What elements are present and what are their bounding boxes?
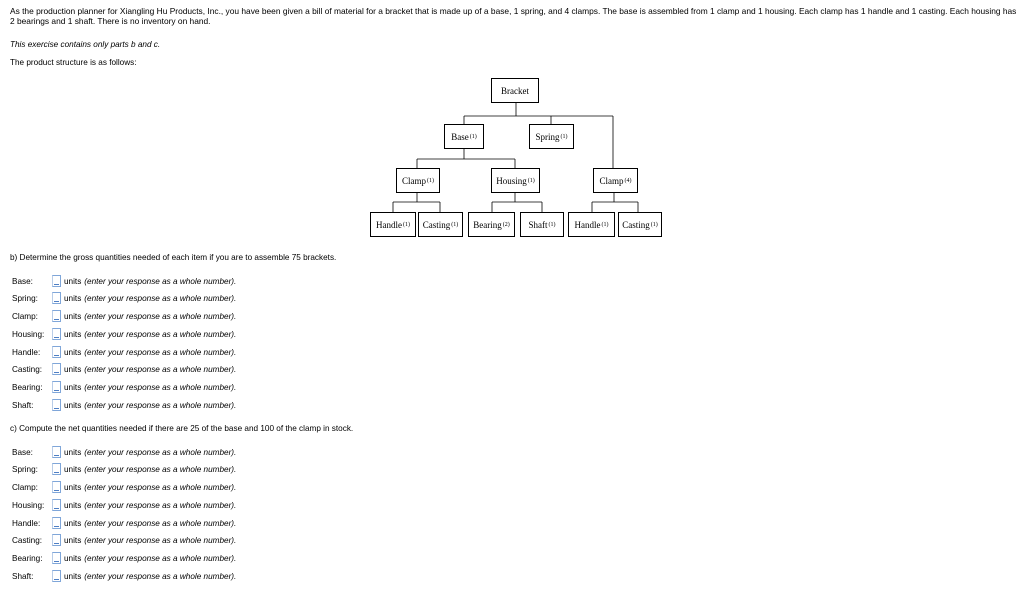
- part-c-units-handle: units: [64, 518, 82, 528]
- part-c-units-housing: units: [64, 500, 82, 510]
- part-b-hint-clamp: (enter your response as a whole number).: [84, 311, 237, 321]
- part-c-hint-handle: (enter your response as a whole number).: [84, 518, 237, 528]
- part-c-input-shaft[interactable]: [52, 570, 61, 582]
- node-shaft: [520, 212, 564, 237]
- part-b-units-handle: units: [64, 347, 82, 357]
- node-spring-label: Spring: [535, 131, 560, 142]
- part-c-hint-spring: (enter your response as a whole number).: [84, 464, 237, 474]
- part-c-hint-shaft: (enter your response as a whole number).: [84, 571, 237, 581]
- part-c-question: c) Compute the net quantities needed if there are 25 of the base and 100 of the clamp in stock.: [10, 424, 354, 433]
- part-c-row-clamp: [12, 480, 236, 494]
- node-handle-a-qty: (1): [403, 221, 410, 228]
- part-b-row-clamp: [12, 309, 236, 323]
- part-b-row-bearing: [12, 380, 236, 394]
- part-b-hint-casting: (enter your response as a whole number).: [84, 364, 237, 374]
- part-b-hint-spring: (enter your response as a whole number).: [84, 293, 237, 303]
- part-c-units-bearing: units: [64, 553, 82, 563]
- part-b-row-handle: [12, 345, 236, 359]
- part-c-row-base: [12, 445, 236, 459]
- part-b-label-casting: Casting:: [12, 364, 43, 374]
- part-c-hint-casting: (enter your response as a whole number).: [84, 535, 237, 545]
- node-casting-a: [418, 212, 463, 237]
- part-c-units-base: units: [64, 447, 82, 457]
- part-b-units-shaft: units: [64, 400, 82, 410]
- part-b-row-casting: [12, 362, 236, 376]
- part-b-label-handle: Handle:: [12, 347, 41, 357]
- node-clamp-right-label: Clamp: [599, 175, 624, 186]
- part-c-label-base: Base:: [12, 447, 33, 457]
- part-c-label-shaft: Shaft:: [12, 571, 34, 581]
- node-clamp-right: [593, 168, 638, 193]
- part-c-label-handle: Handle:: [12, 518, 41, 528]
- part-c-row-spring: [12, 462, 236, 476]
- node-bracket: [491, 78, 539, 103]
- node-bearing-label: Bearing: [473, 219, 502, 230]
- part-b-hint-bearing: (enter your response as a whole number).: [84, 382, 237, 392]
- part-b-units-casting: units: [64, 364, 82, 374]
- part-b-row-housing: [12, 327, 236, 341]
- part-b-question: b) Determine the gross quantities needed of each item if you are to assemble 75 brackets.: [10, 253, 337, 262]
- part-b-hint-housing: (enter your response as a whole number).: [84, 329, 237, 339]
- node-casting-a-qty: (1): [451, 221, 459, 228]
- structure-note: The product structure is as follows:: [10, 58, 137, 67]
- part-b-label-shaft: Shaft:: [12, 400, 34, 410]
- node-handle-a-label: Handle: [376, 219, 402, 230]
- node-clamp-left: [396, 168, 440, 193]
- part-c-label-bearing: Bearing:: [12, 553, 43, 563]
- node-handle-b: [568, 212, 615, 237]
- node-spring-qty: (1): [560, 133, 568, 140]
- part-b-input-spring[interactable]: [52, 292, 61, 304]
- part-b-units-clamp: units: [64, 311, 82, 321]
- part-b-units-bearing: units: [64, 382, 82, 392]
- part-c-input-bearing[interactable]: [52, 552, 61, 564]
- part-c-input-base[interactable]: [52, 446, 61, 458]
- part-c-units-spring: units: [64, 464, 82, 474]
- part-c-units-clamp: units: [64, 482, 82, 492]
- part-c-row-handle: [12, 516, 236, 530]
- node-housing: [491, 168, 540, 193]
- node-shaft-label: Shaft: [528, 219, 548, 230]
- part-b-units-spring: units: [64, 293, 82, 303]
- part-b-input-housing[interactable]: [52, 328, 61, 340]
- part-c-hint-clamp: (enter your response as a whole number).: [84, 482, 237, 492]
- part-c-input-spring[interactable]: [52, 463, 61, 475]
- node-bracket-label: Bracket: [501, 85, 529, 96]
- part-b-input-casting[interactable]: [52, 363, 61, 375]
- part-c-input-housing[interactable]: [52, 499, 61, 511]
- node-shaft-qty: (1): [548, 221, 556, 228]
- part-c-row-casting: [12, 533, 236, 547]
- node-clamp-right-qty: (4): [624, 177, 632, 184]
- node-base-qty: (1): [469, 133, 477, 140]
- part-c-input-casting[interactable]: [52, 534, 61, 546]
- part-b-input-shaft[interactable]: [52, 399, 61, 411]
- part-c-hint-base: (enter your response as a whole number).: [84, 447, 237, 457]
- node-casting-b: [618, 212, 662, 237]
- part-b-row-spring: [12, 291, 236, 305]
- part-b-row-base: [12, 274, 236, 288]
- part-b-label-bearing: Bearing:: [12, 382, 43, 392]
- node-casting-b-qty: (1): [650, 221, 658, 228]
- part-b-hint-handle: (enter your response as a whole number).: [84, 347, 237, 357]
- part-c-label-casting: Casting:: [12, 535, 43, 545]
- part-b-row-shaft: [12, 398, 236, 412]
- part-b-hint-shaft: (enter your response as a whole number).: [84, 400, 237, 410]
- node-handle-b-label: Handle: [574, 219, 601, 230]
- part-c-units-shaft: units: [64, 571, 82, 581]
- part-b-units-base: units: [64, 276, 82, 286]
- part-c-input-clamp[interactable]: [52, 481, 61, 493]
- node-bearing: [468, 212, 515, 237]
- node-housing-label: Housing: [496, 175, 527, 186]
- part-b-label-base: Base:: [12, 276, 33, 286]
- node-clamp-left-label: Clamp: [402, 175, 426, 186]
- part-c-label-spring: Spring:: [12, 464, 38, 474]
- part-c-units-casting: units: [64, 535, 82, 545]
- node-spring: [529, 124, 574, 149]
- node-casting-b-label: Casting: [622, 219, 650, 230]
- part-c-label-housing: Housing:: [12, 500, 45, 510]
- exercise-note: This exercise contains only parts b and c.: [10, 40, 161, 49]
- part-b-input-clamp[interactable]: [52, 310, 61, 322]
- node-base: [444, 124, 484, 149]
- node-casting-a-label: Casting: [422, 219, 451, 230]
- node-handle-a: [370, 212, 416, 237]
- part-b-units-housing: units: [64, 329, 82, 339]
- node-bearing-qty: (2): [502, 221, 510, 228]
- node-housing-qty: (1): [527, 177, 535, 184]
- part-c-label-clamp: Clamp:: [12, 482, 38, 492]
- node-handle-b-qty: (1): [601, 221, 609, 228]
- part-b-hint-base: (enter your response as a whole number).: [84, 276, 237, 286]
- part-c-row-bearing: [12, 551, 236, 565]
- part-b-label-clamp: Clamp:: [12, 311, 38, 321]
- part-b-label-spring: Spring:: [12, 293, 38, 303]
- problem-intro: As the production planner for Xiangling Hu Products, Inc., you have been given a bill of material for a bracket that is made up of a base, 1 spring, and 4 clamps. The base is assembled from 1 clamp and 1 housing. Each clamp has 1 handle and 1 casting. Each housing has 2 bearings and 1 shaft. There is no inventory on hand.: [10, 6, 1017, 26]
- part-b-label-housing: Housing:: [12, 329, 45, 339]
- part-c-input-handle[interactable]: [52, 517, 61, 529]
- node-clamp-left-qty: (1): [427, 177, 434, 184]
- part-c-row-shaft: [12, 569, 236, 583]
- part-c-hint-housing: (enter your response as a whole number).: [84, 500, 237, 510]
- node-base-label: Base: [451, 131, 469, 142]
- part-b-input-handle[interactable]: [52, 346, 61, 358]
- part-c-row-housing: [12, 498, 236, 512]
- part-b-input-base[interactable]: [52, 275, 61, 287]
- part-b-input-bearing[interactable]: [52, 381, 61, 393]
- part-c-hint-bearing: (enter your response as a whole number).: [84, 553, 237, 563]
